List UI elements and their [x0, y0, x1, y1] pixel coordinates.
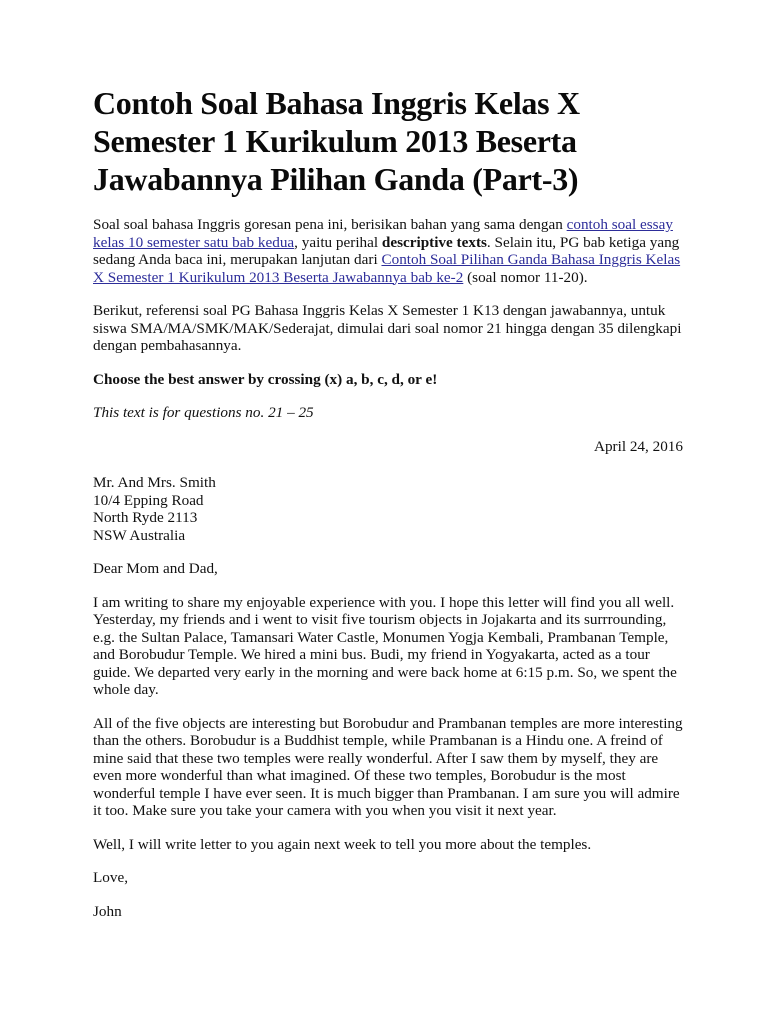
letter-signature: John: [93, 902, 122, 920]
page-title: Contoh Soal Bahasa Inggris Kelas X Semester 1 Kurikulum 2013 Beserta Jawabannya Pilihan Ganda (Part-3): [93, 85, 580, 197]
question-range-note: This text is for questions no. 21 – 25: [93, 404, 314, 421]
intro-text-2: , yaitu perihal: [294, 233, 382, 251]
letter-salutation: Dear Mom and Dad,: [93, 560, 218, 577]
link-contoh-soal-essay[interactable]: contoh soal essay kelas 10 semester satu bab kedua: [93, 216, 673, 251]
intro-text-4: (soal nomor 11-20).: [463, 268, 588, 286]
address-line: North Ryde 2113: [93, 509, 198, 526]
address-line: 10/4 Epping Road: [93, 491, 204, 509]
letter-date: April 24, 2016: [593, 437, 683, 455]
letter: [93, 438, 683, 921]
letter-address: [93, 474, 683, 544]
letter-paragraph: All of the five objects are interesting but Borobudur and Prambanan temples are more interesting than the others. Borobudur is a Buddhist temple, while Prambanan is a Hindu one. A freind of mine said that these two temples were really wonderful. After I saw them by myself, they are even more wonderful than what imagined. Of these two temples, Borobudur is the most wonderful temple I have ever seen. It is much bigger than Prambanan. I am sure you will admire it too. Make sure you take your camera with you when you visit it next year.: [93, 714, 683, 819]
address-line: NSW Australia: [93, 526, 186, 544]
letter-paragraph: I am writing to share my enjoyable experience with you. I hope this letter will find you all well. Yesterday, my friends and i went to visit five tourism objects in Jojakarta and its surrrounding, e.g. the Sultan Palace, Tamansari Water Castle, Monumen Yogja Kembali, Prambanan Temple, and Borobudur Temple. We hired a mini bus. Budi, my friend in Yogyakarta, acted as a tour guide. We departed very early in the morning and were back home at 6:15 p.m. So, we spent the whole day.: [93, 593, 677, 698]
intro-bold-descriptive: descriptive texts: [381, 233, 487, 251]
intro-text-3: . Selain itu, PG bab ketiga yang sedang Anda baca ini, merupakan lanjutan dari: [93, 233, 680, 268]
reference-paragraph: Berikut, referensi soal PG Bahasa Inggris Kelas X Semester 1 K13 dengan jawabannya, untuk siswa SMA/MA/SMK/MAK/Sederajat, dimulai dari soal nomor 21 hingga dengan 35 dilengkapi dengan pembahasannya.: [93, 302, 682, 354]
letter-paragraph: Well, I will write letter to you again next week to tell you more about the temples.: [93, 835, 592, 853]
intro-paragraph: [93, 216, 683, 286]
letter-closing: Love,: [93, 869, 129, 886]
link-contoh-soal-pilihan-ganda[interactable]: Contoh Soal Pilihan Ganda Bahasa Inggris Kelas X Semester 1 Kurikulum 2013 Beserta Jawabannya bab ke-2: [93, 251, 681, 286]
document-page: [93, 84, 683, 936]
intro-text-1: Soal soal bahasa Inggris goresan pena ini, berisikan bahan yang sama dengan: [93, 216, 567, 233]
instruction: Choose the best answer by crossing (x) a, b, c, d, or e!: [93, 370, 438, 388]
address-line: Mr. And Mrs. Smith: [93, 474, 216, 491]
